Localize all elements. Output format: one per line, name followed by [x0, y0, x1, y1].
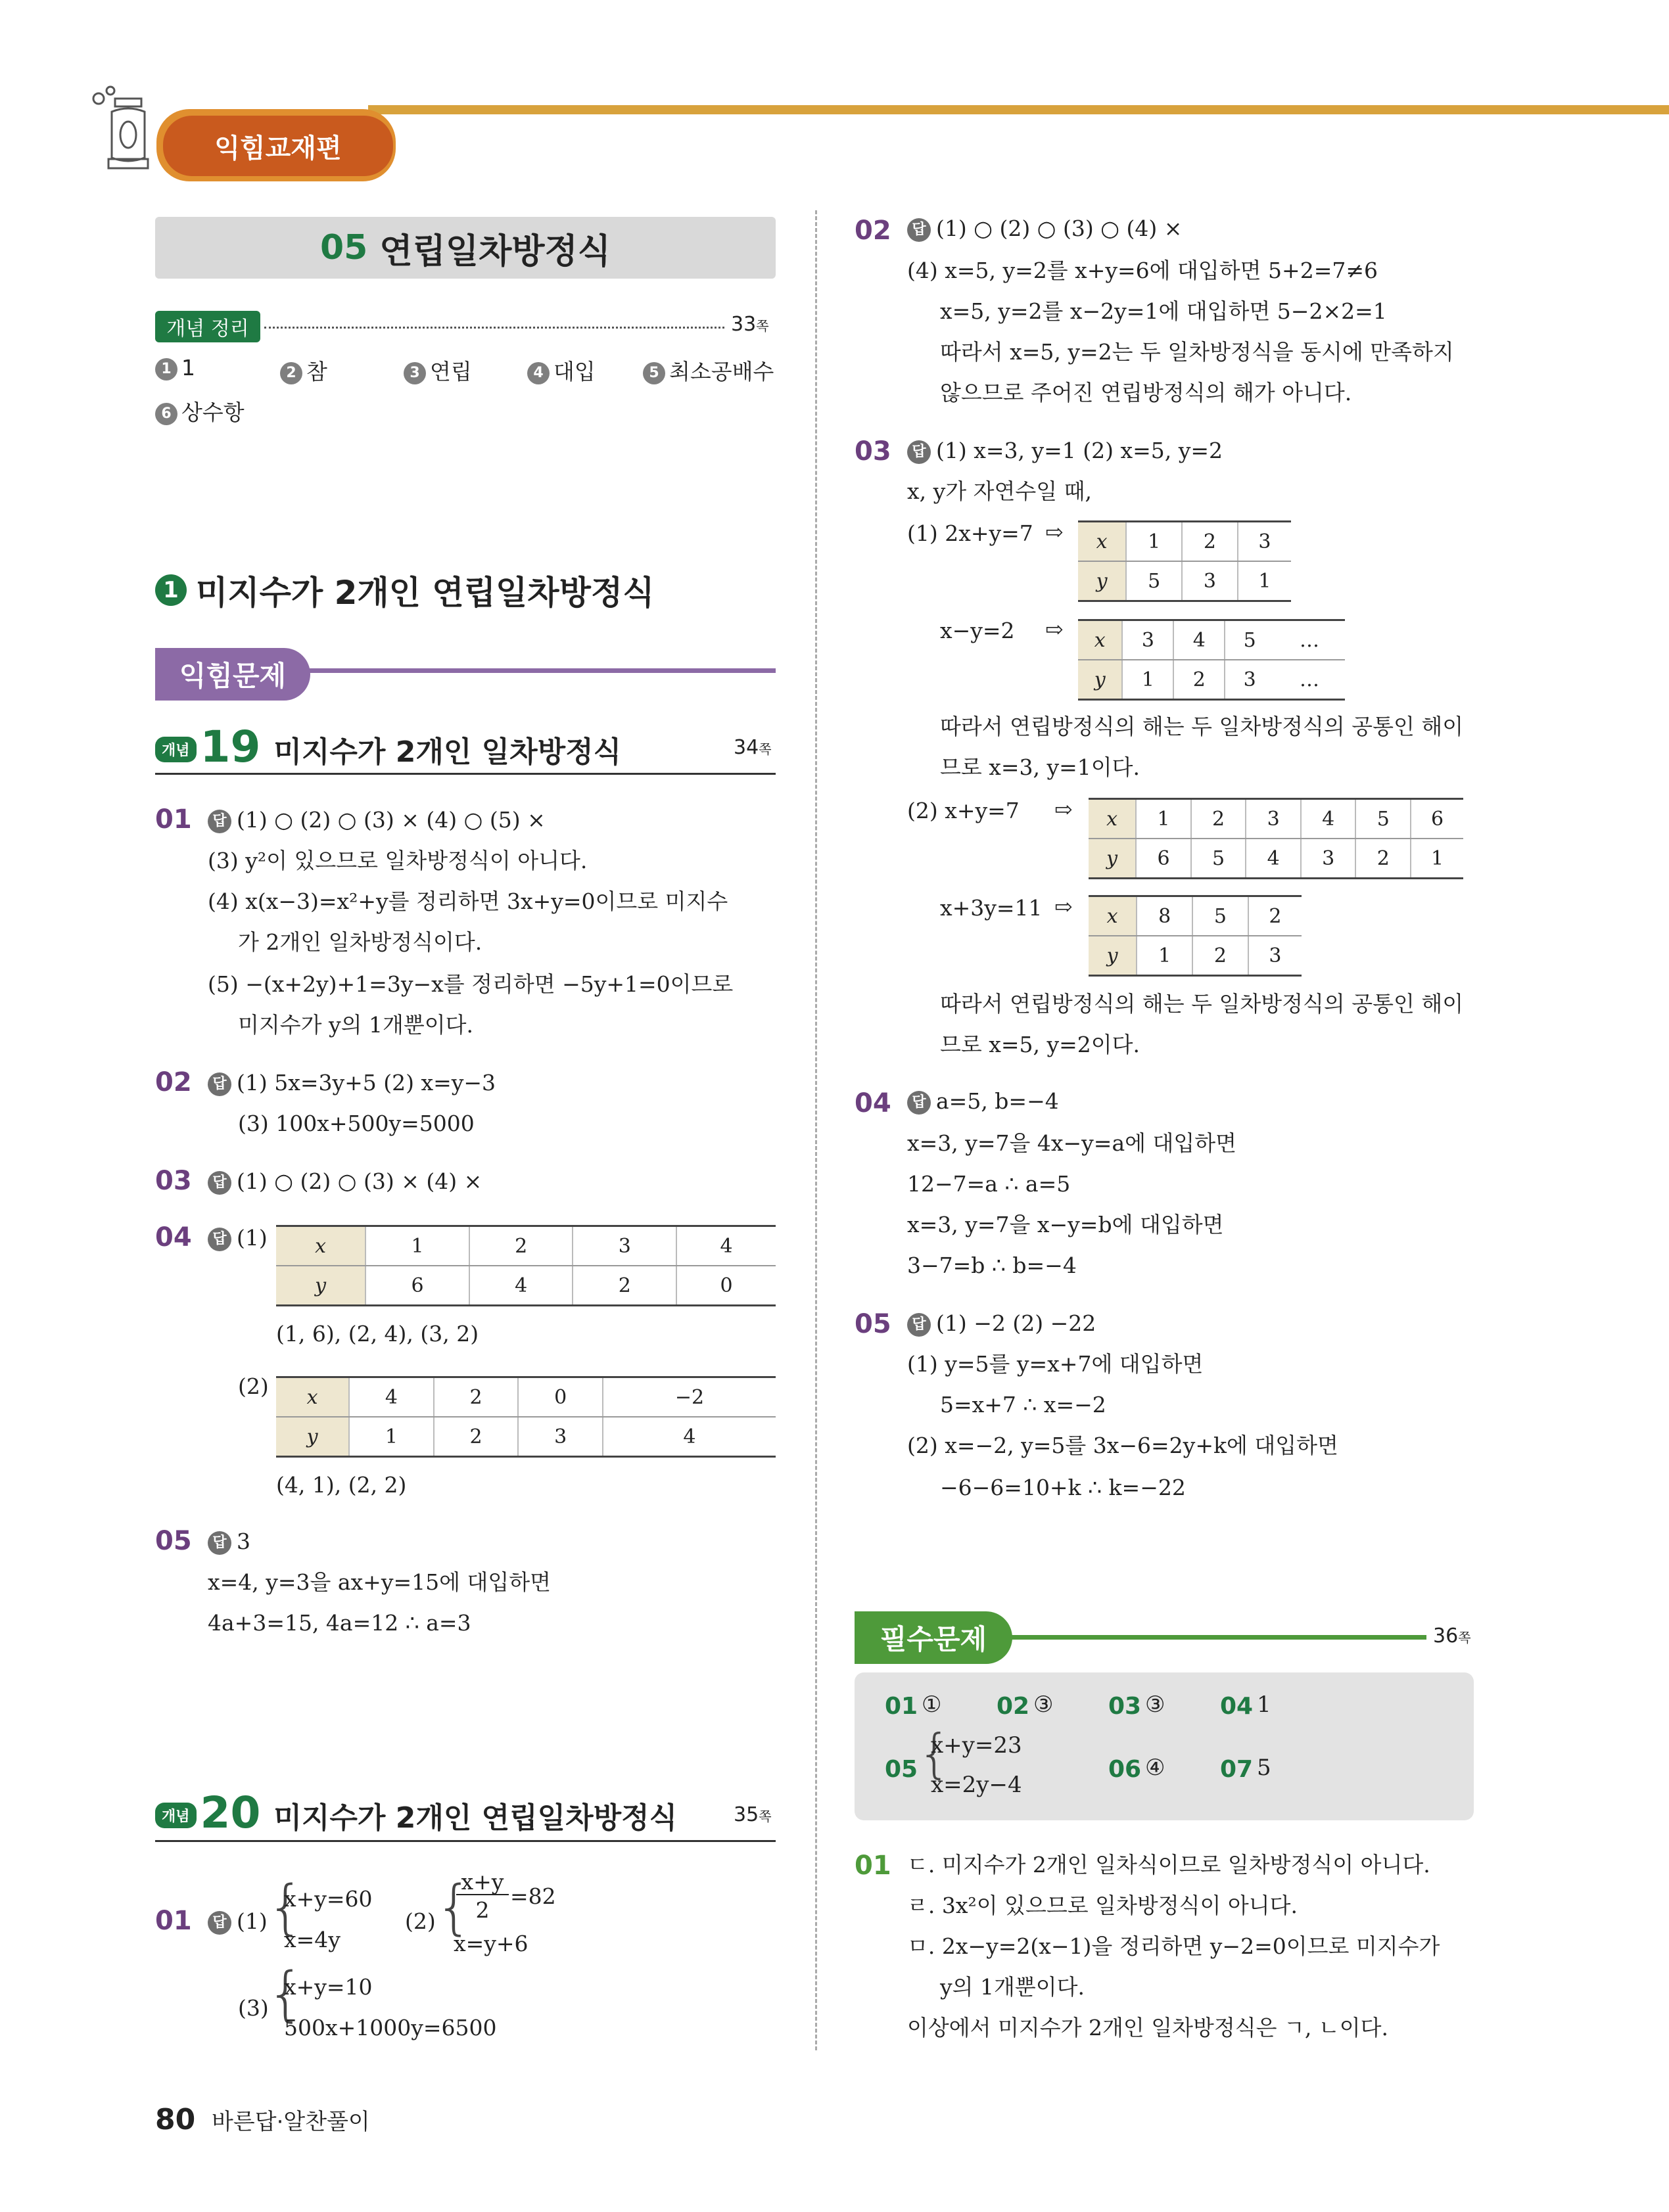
- equation-label: (2) x+y=7: [907, 798, 1020, 823]
- chapter-title-text: 연립일차방정식: [379, 231, 611, 271]
- keyword-2: 2 참: [280, 355, 327, 386]
- solution-line: −6−6=10+k ∴ k=−22: [940, 1475, 1186, 1500]
- question-number: 03: [855, 436, 891, 467]
- solution-line: 미지수가 y의 1개뿐이다.: [238, 1012, 474, 1038]
- solution-line: (5) −(x+2y)+1=3y−x를 정리하면 −5y+1=0이므로: [208, 971, 734, 997]
- question-number: 01: [855, 1851, 891, 1881]
- solution-line: 따라서 연립방정식의 해는 두 일차방정식의 공통인 해이: [940, 991, 1464, 1017]
- question-number: 03: [155, 1166, 192, 1196]
- solution-line: 4a+3=15, 4a=12 ∴ a=3: [208, 1610, 471, 1636]
- system-eq: x=y+6: [454, 1931, 529, 1956]
- answer-line: 답 (1) −2 (2) −22: [907, 1310, 1096, 1337]
- solution-line: 3−7=b ∴ b=−4: [907, 1253, 1077, 1278]
- answer-line: 답 (1) 5x=3y+5 (2) x=y−3: [208, 1070, 496, 1096]
- answer-line: 답 (1) x=3, y=1 (2) x=5, y=2: [907, 438, 1223, 464]
- header-tab: 익힘교재편: [163, 116, 393, 176]
- column-divider: [815, 210, 817, 2050]
- equation-label: x−y=2: [940, 618, 1015, 643]
- concept20-rule: [155, 1840, 776, 1842]
- solution-line: (2) x=−2, y=5를 3x−6=2y+k에 대입하면: [907, 1433, 1338, 1458]
- solution-line: (1) y=5를 y=x+7에 대입하면: [907, 1351, 1204, 1377]
- keyword-1: 1 1: [155, 355, 195, 380]
- fraction-numerator: x+y: [456, 1870, 509, 1895]
- arrow-icon: ⇨: [1054, 894, 1073, 919]
- brace: {: [267, 1873, 305, 1942]
- value-table: x 4 2 0 −2 y 1 2 3 4: [276, 1376, 776, 1458]
- answer-label: (2): [238, 1373, 269, 1399]
- lantern-icon: [92, 85, 158, 177]
- must-q-answer: ③: [1033, 1692, 1054, 1718]
- solution-line: 따라서 연립방정식의 해는 두 일차방정식의 공통인 해이: [940, 714, 1464, 739]
- must-q-number: 02: [997, 1693, 1030, 1720]
- system-eq: 500x+1000y=6500: [284, 2015, 497, 2040]
- equation-label: x+3y=11: [940, 895, 1043, 921]
- answer-label: 답 (1): [208, 1225, 268, 1251]
- system-eq: =82: [510, 1883, 556, 1909]
- answer-label: 답 (1): [208, 1908, 268, 1935]
- arrow-icon: ⇨: [1054, 796, 1073, 822]
- brace: {: [267, 1960, 305, 2029]
- must-q-number: 03: [1108, 1693, 1142, 1720]
- system-eq: x=4y: [284, 1927, 341, 1952]
- answer-line: 답 (1) ○ (2) ○ (3) × (4) ○ (5) ×: [208, 807, 546, 833]
- solution-pairs: (4, 1), (2, 2): [276, 1472, 407, 1498]
- solution-line: x, y가 자연수일 때,: [907, 478, 1092, 504]
- concept19-title: 개념 19 미지수가 2개인 일차방정식: [155, 722, 621, 772]
- value-table: x 1 2 3 4 5 6 y 6 5 4 3 2 1: [1089, 798, 1463, 879]
- brace: {: [435, 1873, 473, 1942]
- system-eq: x+y=10: [284, 1974, 373, 2000]
- must-q-number: 05: [885, 1756, 918, 1783]
- answer-line: 답 3: [208, 1529, 250, 1555]
- dotted-leader: [264, 327, 724, 329]
- solution-line: 따라서 x=5, y=2는 두 일차방정식을 동시에 만족하지: [940, 339, 1454, 365]
- solution-line: 않으므로 주어진 연립방정식의 해가 아니다.: [940, 380, 1352, 405]
- solution-line: 이상에서 미지수가 2개인 일차방정식은 ㄱ, ㄴ이다.: [907, 2015, 1388, 2040]
- keyword-3: 3 연립: [404, 355, 472, 386]
- must-q-answer: x+y=23: [931, 1732, 1022, 1759]
- concept20-title: 개념 20 미지수가 2개인 연립일차방정식: [155, 1787, 677, 1838]
- question-number: 04: [155, 1222, 192, 1253]
- system-eq: x+y=60: [284, 1886, 373, 1912]
- answer-line: 답 (1) ○ (2) ○ (3) × (4) ×: [208, 1168, 482, 1195]
- must-q-number: 01: [885, 1693, 918, 1720]
- solution-line: ㄷ. 미지수가 2개인 일차식이므로 일차방정식이 아니다.: [907, 1852, 1430, 1878]
- solution-line: (4) x(x−3)=x²+y를 정리하면 3x+y=0이므로 미지수: [208, 888, 728, 914]
- solution-line: ㄹ. 3x²이 있으므로 일차방정식이 아니다.: [907, 1893, 1298, 1918]
- answer-label: (3): [238, 1995, 269, 2021]
- question-number: 05: [855, 1309, 891, 1339]
- page-footer: [155, 2103, 370, 2136]
- arrow-icon: ⇨: [1045, 616, 1064, 642]
- solution-line: x=5, y=2를 x−2y=1에 대입하면 5−2×2=1: [940, 298, 1387, 324]
- keyword-4: 4 대입: [527, 355, 596, 386]
- concept-summary-badge: 개념 정리: [155, 311, 260, 342]
- must-q-answer: 5: [1257, 1755, 1271, 1781]
- header-bar: [368, 105, 1669, 114]
- concept19-page: 34쪽: [734, 736, 772, 759]
- must-q-answer: ④: [1145, 1755, 1165, 1781]
- must-q-answer: 1: [1257, 1692, 1271, 1718]
- answer-line: (3) 100x+500y=5000: [238, 1111, 475, 1136]
- solution-line: 므로 x=3, y=1이다.: [940, 754, 1140, 780]
- value-table: x 8 5 2 y 1 2 3: [1089, 895, 1302, 977]
- solution-line: y의 1개뿐이다.: [940, 1974, 1085, 2000]
- question-number: 01: [155, 1906, 192, 1936]
- page-number: 80: [155, 2103, 196, 2136]
- solution-line: x=4, y=3을 ax+y=15에 대입하면: [208, 1569, 551, 1595]
- answer-label: (2): [405, 1908, 436, 1934]
- question-number: 01: [155, 804, 192, 835]
- solution-line: x=3, y=7을 x−y=b에 대입하면: [907, 1212, 1224, 1237]
- solution-line: x=3, y=7을 4x−y=a에 대입하면: [907, 1130, 1236, 1156]
- solution-line: (4) x=5, y=2를 x+y=6에 대입하면 5+2=7≠6: [907, 258, 1378, 283]
- must-banner: 필수문제: [855, 1611, 1012, 1664]
- must-q-answer: ①: [922, 1692, 942, 1718]
- brace: {: [918, 1723, 951, 1784]
- equation-label: (1) 2x+y=7: [907, 520, 1033, 546]
- concept20-page: 35쪽: [734, 1803, 772, 1826]
- section-number: 1: [155, 574, 187, 606]
- must-q-answer: ③: [1145, 1692, 1165, 1718]
- must-banner-line: [986, 1635, 1426, 1640]
- must-q-number: 07: [1220, 1756, 1254, 1783]
- solution-line: (3) y²이 있으므로 일차방정식이 아니다.: [208, 848, 588, 873]
- concept-summary-page: 33쪽: [731, 313, 769, 336]
- question-number: 05: [155, 1526, 192, 1556]
- question-number: 02: [855, 216, 891, 246]
- value-table: x 1 2 3 y 5 3 1: [1078, 520, 1291, 602]
- practice-banner: 익힘문제: [155, 648, 310, 701]
- keyword-5: 5 최소공배수: [643, 355, 774, 386]
- solution-line: 12−7=a ∴ a=5: [907, 1171, 1071, 1197]
- must-q-number: 06: [1108, 1756, 1142, 1783]
- solution-line: 가 2개인 일차방정식이다.: [238, 929, 482, 955]
- question-number: 04: [855, 1088, 891, 1118]
- solution-pairs: (1, 6), (2, 4), (3, 2): [276, 1321, 479, 1347]
- fraction-denominator: 2: [475, 1897, 490, 1923]
- concept19-rule: [155, 773, 776, 775]
- value-table: x 3 4 5 … y 1 2 3 …: [1078, 619, 1345, 701]
- answer-line: 답 (1) ○ (2) ○ (3) ○ (4) ×: [907, 216, 1182, 242]
- book-title: 바른답·알찬풀이: [212, 2109, 370, 2135]
- chapter-title: [155, 217, 776, 279]
- section-title: 1 미지수가 2개인 연립일차방정식: [155, 566, 655, 614]
- question-number: 02: [155, 1067, 192, 1097]
- answer-line: 답 a=5, b=−4: [907, 1088, 1059, 1115]
- arrow-icon: ⇨: [1045, 519, 1064, 545]
- solution-line: ㅁ. 2x−y=2(x−1)을 정리하면 y−2=0이므로 미지수가: [907, 1933, 1440, 1959]
- must-q-number: 04: [1220, 1693, 1254, 1720]
- must-page: 36쪽: [1433, 1624, 1471, 1647]
- chapter-number: 05: [320, 228, 368, 267]
- solution-line: 므로 x=5, y=2이다.: [940, 1032, 1140, 1057]
- must-q-answer: x=2y−4: [931, 1772, 1022, 1798]
- solution-line: 5=x+7 ∴ x=−2: [940, 1392, 1106, 1417]
- value-table: x 1 2 3 4 y 6 4 2 0: [276, 1225, 776, 1306]
- practice-banner-line: [289, 668, 776, 673]
- keyword-6: 6 상수항: [155, 396, 245, 426]
